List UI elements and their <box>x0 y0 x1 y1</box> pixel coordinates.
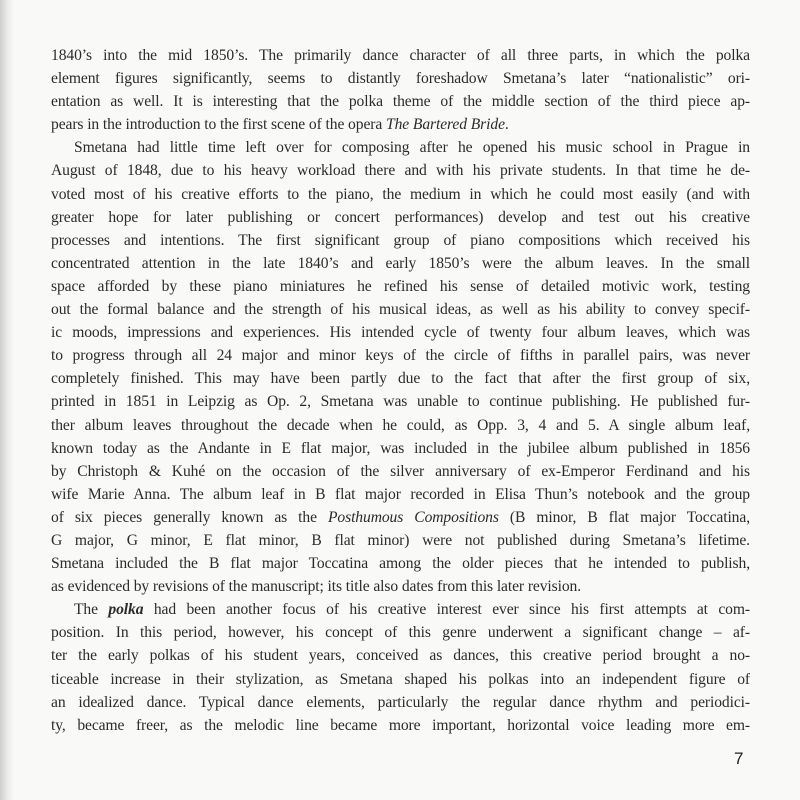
text-segment: entation as well. It is interesting that the polka theme of the middle section of the third piece ap- <box>51 93 750 111</box>
text-line <box>51 252 750 275</box>
text-segment: August of 1848, due to his heavy workload there and with his private students. In that time he de- <box>51 162 750 180</box>
text-line <box>51 414 750 437</box>
text-line <box>51 90 750 113</box>
text-segment: 1840’s into the mid 1850’s. The primarily dance character of all three parts, in which the polka <box>51 47 750 64</box>
text-segment: concentrated attention in the late 1840’s and early 1850’s were the album leaves. In the small <box>51 254 750 272</box>
text-segment: (B minor, B flat major Toccatina, <box>498 508 750 526</box>
text-line <box>51 44 750 67</box>
text-line <box>51 621 750 644</box>
text-line <box>51 575 750 598</box>
text-line <box>51 483 750 506</box>
text-segment: printed in 1851 in Leipzig as Op. 2, Smetana was unable to continue publishing. He published fur- <box>51 393 750 411</box>
text-segment: ter the early polkas of his student years, conceived as dances, this creative period brought a no- <box>51 647 750 665</box>
text-line <box>51 159 750 182</box>
text-line <box>51 598 750 621</box>
text-segment: completely finished. This may have been partly due to the fact that after the first group of six, <box>51 370 750 388</box>
spine-shadow <box>0 0 14 800</box>
text-segment: Smetana had little time left over for composing after he opened his music school in Prague in <box>74 139 750 157</box>
text-line <box>51 136 750 159</box>
text-line <box>51 691 750 714</box>
text-segment: of six pieces generally known as the <box>51 508 328 526</box>
text-line <box>51 67 750 90</box>
text-line <box>51 367 750 390</box>
text-segment: element figures significantly, seems to distantly foreshadow Smetana’s later “nationalistic” ori- <box>51 70 750 88</box>
text-segment: wife Marie Anna. The album leaf in B flat major recorded in Elisa Thun’s notebook and the group <box>51 485 750 503</box>
text-line <box>51 668 750 691</box>
text-segment: greater hope for later publishing or concert performances) develop and test out his creative <box>51 208 750 226</box>
text-segment: The <box>74 601 109 619</box>
emphasized-text: polka <box>108 601 144 619</box>
text-segment: voted most of his creative efforts to the piano, the medium in which he could most easily (and with <box>51 185 750 203</box>
text-line <box>51 275 750 298</box>
text-line <box>51 183 750 206</box>
body-text <box>51 44 750 737</box>
text-line <box>51 344 750 367</box>
text-line <box>51 298 750 321</box>
text-segment: processes and intentions. The first significant group of piano compositions which received his <box>51 231 750 249</box>
text-line <box>51 229 750 252</box>
text-segment: G major, G minor, E flat minor, B flat minor) were not published during Smetana’s lifetime. <box>51 531 750 549</box>
text-line <box>51 321 750 344</box>
text-line <box>51 644 750 667</box>
text-segment: ty, became freer, as the melodic line became more important, horizontal voice leading more em- <box>51 716 750 734</box>
text-segment: as evidenced by revisions of the manuscript; its title also dates from this later revision. <box>51 578 582 596</box>
text-line <box>51 460 750 483</box>
text-line <box>51 552 750 575</box>
text-segment: pears in the introduction to the first scene of the opera <box>51 116 386 134</box>
text-segment: out the formal balance and the strength of his musical ideas, as well as his ability to convey specif- <box>51 301 750 319</box>
text-segment: position. In this period, however, his concept of this genre underwent a significant change – af- <box>51 624 750 642</box>
text-segment: space afforded by these piano miniatures he refined his sense of detailed motivic work, testing <box>51 277 750 295</box>
text-segment: ticeable increase in their stylization, as Smetana shaped his polkas into an independent figure of <box>51 670 750 688</box>
text-segment: Smetana included the B flat major Toccatina among the older pieces that he intended to publish, <box>51 555 750 573</box>
text-segment: had been another focus of his creative interest ever since his first attempts at com- <box>143 601 750 619</box>
text-segment: . <box>504 116 509 134</box>
text-line <box>51 529 750 552</box>
text-segment: to progress through all 24 major and minor keys of the circle of fifths in parallel pairs, was never <box>51 347 750 365</box>
text-segment: known today as the Andante in E flat major, was included in the jubilee album published in 1856 <box>51 439 750 457</box>
text-line <box>51 437 750 460</box>
page-number: 7 <box>734 749 744 768</box>
text-line <box>51 714 750 737</box>
text-segment: an idealized dance. Typical dance elements, particularly the regular dance rhythm and periodici- <box>51 693 750 711</box>
text-segment: by Christoph & Kuhé on the occasion of the silver anniversary of ex-Emperor Ferdinand and his <box>51 462 750 480</box>
emphasized-text: The Bartered Bride <box>386 116 505 134</box>
text-line <box>51 506 750 529</box>
text-segment: ic moods, impressions and experiences. His intended cycle of twenty four album leaves, which was <box>51 324 750 342</box>
text-line <box>51 206 750 229</box>
emphasized-text: Posthumous Compositions <box>327 508 499 526</box>
text-segment: ther album leaves throughout the decade when he could, as Opp. 3, 4 and 5. A single album leaf, <box>51 416 750 434</box>
text-line <box>51 390 750 413</box>
text-line <box>51 113 750 136</box>
